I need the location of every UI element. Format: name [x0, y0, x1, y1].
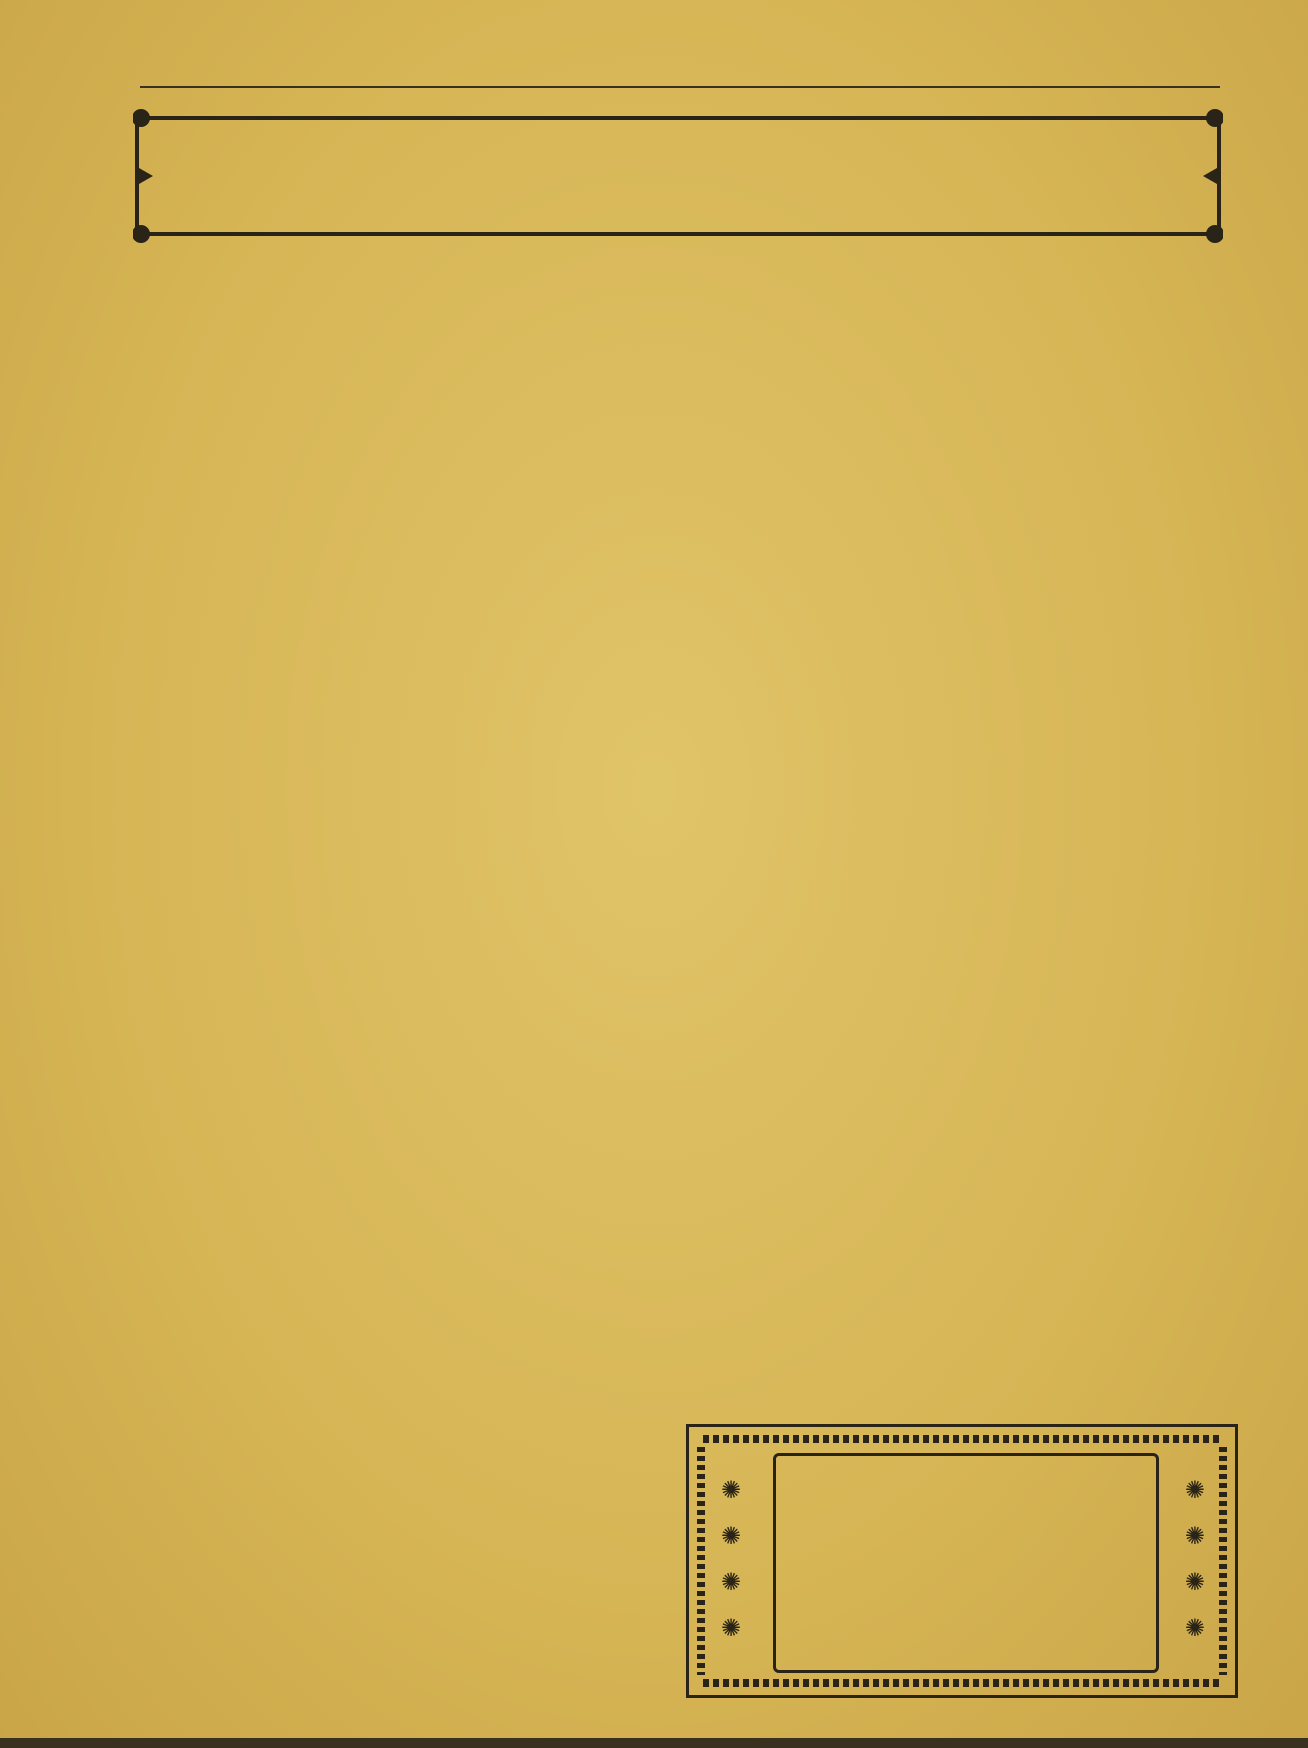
- banner-ornament-frame: [133, 108, 1223, 248]
- ad-panel: [773, 1453, 1159, 1673]
- ad-right-border: [1219, 1447, 1227, 1675]
- header-rule: [140, 86, 1220, 88]
- footer-bar: [0, 1738, 1308, 1748]
- ad-left-ornaments: ✺ ✺ ✺ ✺: [721, 1476, 742, 1642]
- title-banner: [133, 108, 1223, 248]
- ad-top-border: [703, 1435, 1221, 1443]
- ad-right-ornaments: ✺ ✺ ✺ ✺: [1184, 1476, 1205, 1642]
- piano-advertisement: [686, 1424, 1238, 1698]
- ad-left-border: [697, 1447, 705, 1675]
- ad-bottom-border: [703, 1679, 1221, 1687]
